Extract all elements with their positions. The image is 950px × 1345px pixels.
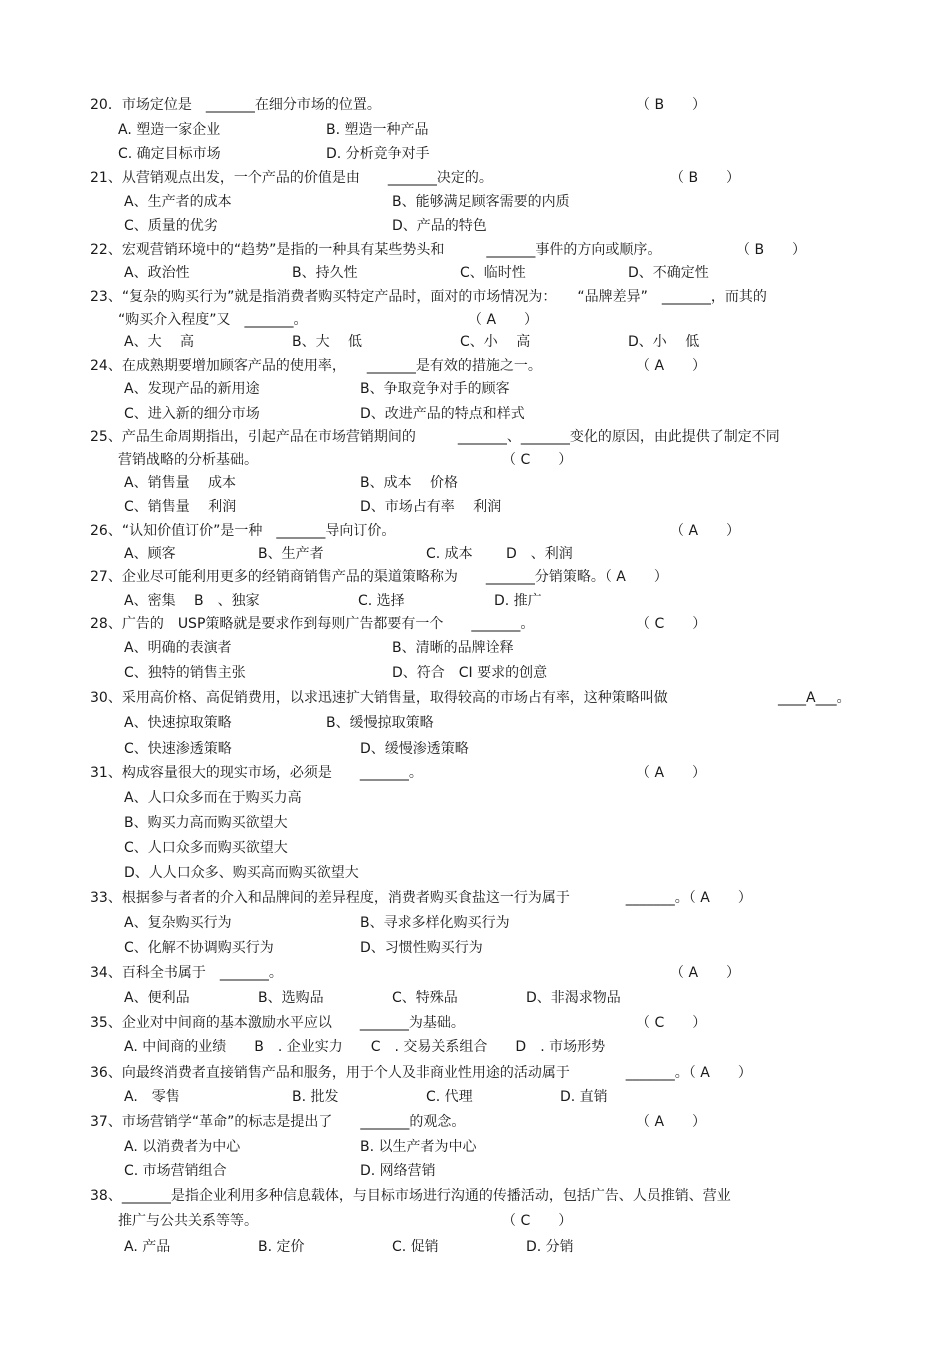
answer-option: B. 定价 (258, 1239, 305, 1255)
answer-option: C、质量的优劣 (124, 218, 218, 234)
answer-option: A. 以消费者为中心 (124, 1139, 241, 1155)
answer-option: A、快速掠取策略 (124, 715, 232, 731)
answer-option: D、人人口众多、购买高而购买欲望大 (124, 865, 359, 881)
answer-option: A、密集 B 、独家 (124, 593, 260, 609)
answer-option: D、小 低 (628, 334, 700, 350)
answer-option: B. 以生产者为中心 (360, 1139, 477, 1155)
answer-option: B. 塑造一种产品 (326, 122, 429, 138)
answer-option: C. 促销 (392, 1239, 439, 1255)
answer-option: B、大 低 (292, 334, 363, 350)
answer-option: A、便利品 (124, 990, 190, 1006)
answer-key: （ A ） (468, 312, 539, 328)
answer-option: A、大 高 (124, 334, 195, 350)
question-stem: 38、_______是指企业利用多种信息载体，与目标市场进行沟通的传播活动，包括广告、人员推销、营业 (90, 1188, 731, 1204)
answer-key: （ A ） (636, 1114, 707, 1130)
answer-option: C、独特的销售主张 (124, 665, 246, 681)
answer-option: D. 分销 (526, 1239, 574, 1255)
answer-option: D、不确定性 (628, 265, 709, 281)
answer-option: C、进入新的细分市场 (124, 406, 260, 422)
answer-option: A. 中间商的业绩 B . 企业实力 C . 交易关系组合 D . 市场形势 (124, 1039, 606, 1055)
question-stem: 33、根据参与者者的介入和品牌间的差异程度，消费者购买食盐这一行为属于 _______。（ A ） (90, 890, 752, 906)
question-stem: 28、广告的 USP策略就是要求作到每则广告都要有一个 _______。 (90, 616, 535, 632)
answer-option: D、缓慢渗透策略 (360, 741, 469, 757)
answer-key: （ C ） (636, 616, 707, 632)
question-stem: 30、采用高价格、高促销费用，以求迅速扩大销售量，取得较高的市场占有率，这种策略叫做 (90, 690, 668, 706)
answer-option: D、产品的特色 (392, 218, 487, 234)
answer-option: B、寻求多样化购买行为 (360, 915, 510, 931)
answer-key: （ B ） (670, 170, 741, 186)
answer-option: C、临时性 (460, 265, 526, 281)
question-stem: 23、“复杂的购买行为”就是指消费者购买特定产品时，面对的市场情况为： “品牌差异” _______，而其的 (90, 289, 767, 305)
answer-option: C、人口众多而购买欲望大 (124, 840, 288, 856)
answer-key: （ A ） (670, 523, 741, 539)
answer-option: D、习惯性购买行为 (360, 940, 483, 956)
question-stem: 20．市场定位是 _______在细分市场的位置。 (90, 97, 381, 113)
answer-option: B、争取竞争对手的顾客 (360, 381, 510, 397)
answer-option: D 、利润 (506, 546, 573, 562)
question-stem: 35、企业对中间商的基本激励水平应以 _______为基础。 (90, 1015, 465, 1031)
answer-option: A、生产者的成本 (124, 194, 232, 210)
answer-option: B、生产者 (258, 546, 324, 562)
question-stem: 24、在成熟期要增加顾客产品的使用率， _______是有效的措施之一。 (90, 358, 542, 374)
answer-option: A、顾客 (124, 546, 176, 562)
answer-option: D. 分析竞争对手 (326, 146, 430, 162)
answer-option: C. 确定目标市场 (118, 146, 221, 162)
answer-option: C、化解不协调购买行为 (124, 940, 274, 956)
answer-option: B、能够满足顾客需要的内质 (392, 194, 570, 210)
question-stem: 27、企业尽可能利用更多的经销商销售产品的渠道策略称为 _______分销策略。（ A ） (90, 569, 668, 585)
answer-option: D. 网络营销 (360, 1163, 436, 1179)
answer-option: C、快速渗透策略 (124, 741, 232, 757)
answer-key: （ A ） (636, 765, 707, 781)
question-stem: 36、向最终消费者直接销售产品和服务，用于个人及非商业性用途的活动属于 _______。（ A ） (90, 1065, 752, 1081)
answer-key: （ C ） (636, 1015, 707, 1031)
answer-option: C、小 高 (460, 334, 531, 350)
answer-option: C. 代理 (426, 1089, 473, 1105)
answer-option: D、非渴求物品 (526, 990, 621, 1006)
answer-option: A. 零售 (124, 1089, 180, 1105)
answer-option: D、市场占有率 利润 (360, 499, 502, 515)
question-stem: 37、市场营销学“革命”的标志是提出了 _______的观念。 (90, 1114, 466, 1130)
answer-option: D、改进产品的特点和样式 (360, 406, 525, 422)
answer-option: A、销售量 成本 (124, 475, 237, 491)
answer-option: C、销售量 利润 (124, 499, 237, 515)
question-stem-continued: 营销战略的分析基础。 (118, 452, 258, 468)
question-stem: 34、百科全书属于 _______。 (90, 965, 283, 981)
answer-option: B、持久性 (292, 265, 358, 281)
answer-option: C、特殊品 (392, 990, 458, 1006)
answer-key: ____A___。 (778, 690, 851, 706)
answer-option: D. 直销 (560, 1089, 608, 1105)
answer-option: B. 批发 (292, 1089, 339, 1105)
answer-key: （ C ） (502, 452, 573, 468)
question-stem-continued: 推广与公共关系等等。 (118, 1213, 258, 1229)
answer-option: D. 推广 (494, 593, 542, 609)
answer-option: B、缓慢掠取策略 (326, 715, 434, 731)
answer-option: A、发现产品的新用途 (124, 381, 260, 397)
answer-option: C. 成本 (426, 546, 473, 562)
answer-option: A. 产品 (124, 1239, 171, 1255)
answer-option: A. 塑造一家企业 (118, 122, 221, 138)
question-stem-continued: “购买介入程度”又 _______。 (118, 312, 308, 328)
answer-option: A、政治性 (124, 265, 190, 281)
answer-key: （ A ） (636, 358, 707, 374)
question-stem: 22、宏观营销环境中的“趋势”是指的一种具有某些势头和 _______事件的方向或顺序。 (90, 242, 662, 258)
answer-option: A、复杂购买行为 (124, 915, 232, 931)
question-stem: 21、从营销观点出发，一个产品的价值是由 _______决定的。 (90, 170, 493, 186)
answer-option: C. 选择 (358, 593, 405, 609)
answer-option: B、选购品 (258, 990, 324, 1006)
answer-key: （ C ） (502, 1213, 573, 1229)
answer-key: （ B ） (736, 242, 807, 258)
answer-key: （ B ） (636, 97, 707, 113)
answer-option: B、清晰的品牌诠释 (392, 640, 514, 656)
answer-key: （ A ） (670, 965, 741, 981)
answer-option: B、成本 价格 (360, 475, 459, 491)
answer-option: D、符合 CI 要求的创意 (392, 665, 548, 681)
question-stem: 31、构成容量很大的现实市场，必须是 _______。 (90, 765, 423, 781)
answer-option: B、购买力高而购买欲望大 (124, 815, 288, 831)
question-stem: 26、“认知价值订价”是一种 _______导向订价。 (90, 523, 396, 539)
answer-option: C. 市场营销组合 (124, 1163, 227, 1179)
answer-option: A、明确的表演者 (124, 640, 232, 656)
answer-option: A、人口众多而在于购买力高 (124, 790, 302, 806)
question-stem: 25、产品生命周期指出，引起产品在市场营销期间的 _______、_______变化的原因，由此提供了制定不同 (90, 429, 780, 445)
